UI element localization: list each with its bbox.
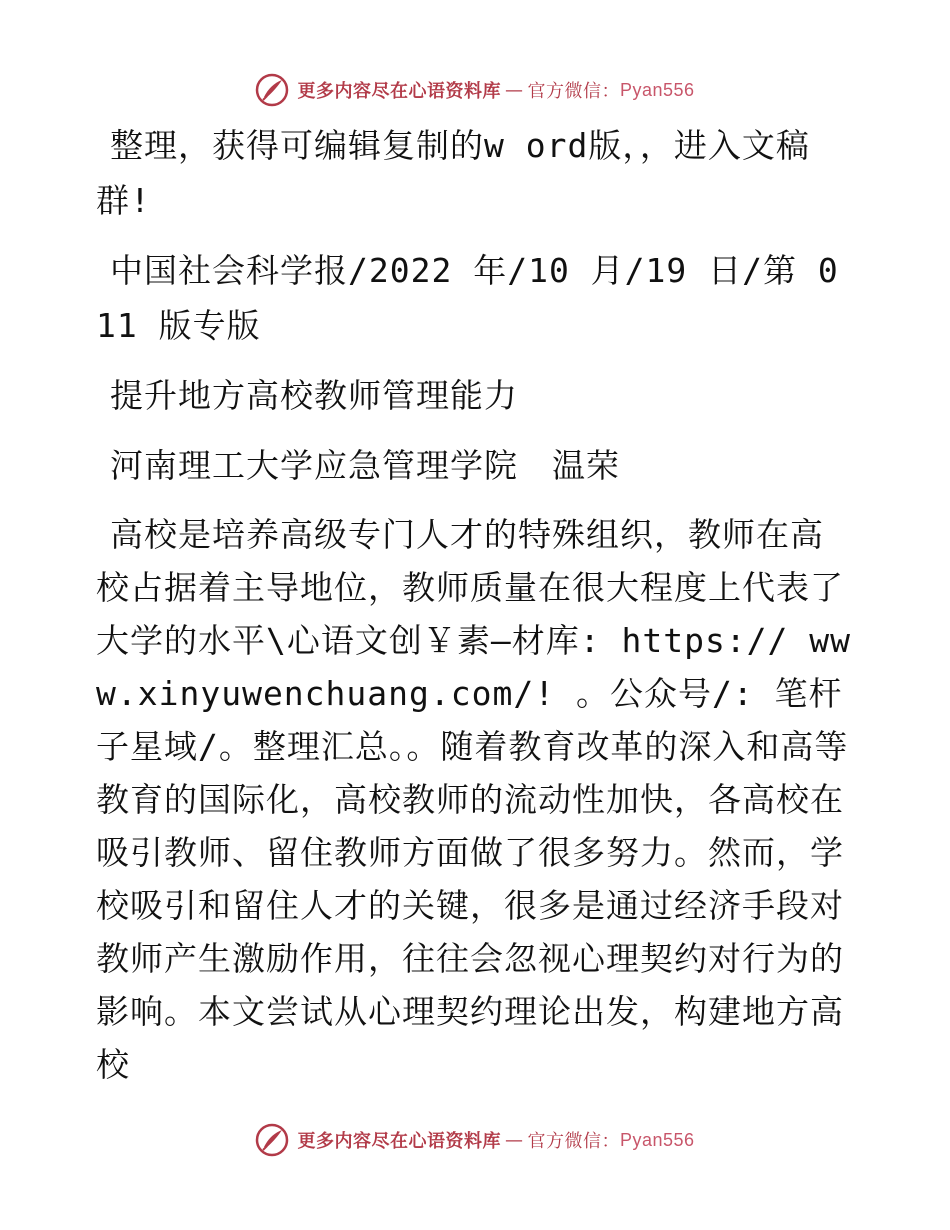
watermark-separator: —: [504, 1129, 524, 1151]
document-body: [96, 118, 856, 1106]
watermark-brand-text: 更多内容尽在心语资料库: [297, 1131, 501, 1152]
article-author: 河南理工大学应急管理学院 温荣: [110, 446, 620, 485]
quill-logo-icon: [255, 1123, 289, 1157]
intro-paragraph: 整理，获得可编辑复制的w ord版，，进入文稿群!: [96, 126, 810, 220]
article-body-paragraph: 高校是培养高级专门人才的特殊组织，教师在高校占据着主导地位，教师质量在很大程度上代表了大学的水平\心语文创￥素—材库: https:// www.xinyuwenchuang.com/! 。公众号/: 笔杆子星域/。整理汇总。。随着教育改革的深入和高等教育的国际化，高校教师的流动性加快，各高校在吸引教师、留住教师方面做了很多努力。然而，学校吸引和留住人才的关键，很多是通过经济手段对教师产生激励作用，往往会忽视心理契约对行为的影响。本文尝试从心理契约理论出发，构建地方高校: [96, 515, 852, 1084]
header-watermark-banner: [0, 70, 950, 110]
watermark-wechat-label: 官方微信：: [527, 1131, 620, 1152]
watermark-separator: —: [504, 79, 524, 101]
footer-watermark-banner: [0, 1120, 950, 1160]
watermark-brand-text: 更多内容尽在心语资料库: [297, 81, 501, 102]
source-line: 中国社会科学报/2022 年/10 月/19 日/第 011 版专版: [96, 251, 839, 345]
watermark-wechat-label: 官方微信：: [527, 81, 620, 102]
watermark-wechat-id: Pyan556: [619, 79, 695, 100]
quill-logo-icon: [255, 73, 289, 107]
watermark-wechat-id: Pyan556: [619, 1129, 695, 1150]
article-title: 提升地方高校教师管理能力: [110, 376, 518, 415]
